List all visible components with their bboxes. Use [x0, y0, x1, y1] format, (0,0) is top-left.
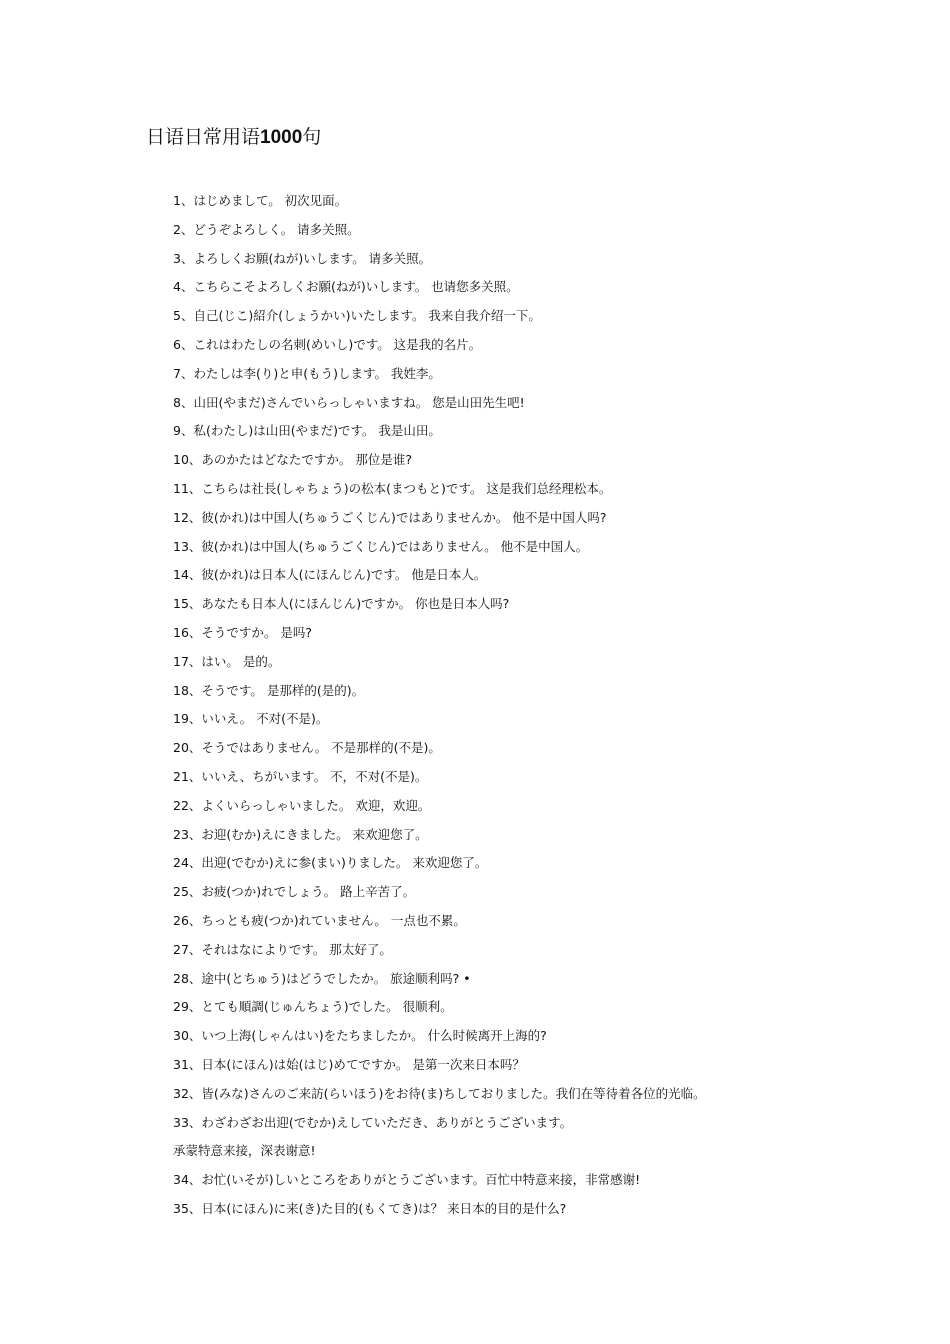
phrase-line-9: 9、私(わたし)は山田(やまだ)です。 我是山田。 [173, 423, 441, 439]
phrase-line-22: 22、よくいらっしゃいました。 欢迎，欢迎。 [173, 797, 431, 813]
phrase-line-4: 4、こちらこそよろしくお願(ねが)いします。 也请您多关照。 [173, 279, 519, 295]
phrase-line-8: 8、山田(やまだ)さんでいらっしゃいますね。 您是山田先生吧! [173, 394, 525, 410]
phrase-line-10: 10、あのかたはどなたですか。 那位是谁? [173, 452, 413, 468]
phrase-line-2: 2、どうぞよろしく。 请多关照。 [173, 221, 360, 237]
phrase-line-27: 27、それはなによりです。 那太好了。 [173, 941, 392, 957]
phrase-line-28: 28、途中(とちゅう)はどうでしたか。 旅途顺利吗? • [173, 970, 471, 986]
phrase-line-23: 23、お迎(むか)えにきました。 来欢迎您了。 [173, 826, 428, 842]
phrase-line-35: 35、日本(にほん)に来(き)た目的(もくてき)は？ 来日本的目的是什么? [173, 1200, 567, 1216]
phrase-line-3: 3、よろしくお願(ねが)いします。 请多关照。 [173, 250, 432, 266]
phrase-line-33-continuation: 承蒙特意来接，深表谢意! [173, 1143, 316, 1159]
phrase-line-20: 20、そうではありません。 不是那样的(不是)。 [173, 740, 441, 756]
document-title [146, 124, 321, 151]
title-suffix: 句 [302, 126, 322, 148]
phrase-line-1: 1、はじめまして。 初次见面。 [173, 193, 348, 208]
phrase-line-15: 15、あなたも日本人(にほんじん)ですか。 你也是日本人吗? [173, 596, 510, 612]
phrase-line-5: 5、自己(じこ)紹介(しょうかい)いたします。 我来自我介绍一下。 [173, 308, 541, 324]
phrase-line-14: 14、彼(かれ)は日本人(にほんじん)です。 他是日本人。 [173, 567, 487, 583]
title-number: 1000 [260, 127, 303, 148]
phrase-line-24: 24、出迎(でむか)えに参(まい)りました。 来欢迎您了。 [173, 855, 488, 871]
phrase-line-12: 12、彼(かれ)は中国人(ちゅうごくじん)ではありませんか。 他不是中国人吗? [173, 509, 607, 525]
phrase-line-26: 26、ちっとも疲(つか)れていません。 一点也不累。 [173, 912, 466, 928]
phrase-line-6: 6、これはわたしの名刺(めいし)です。 这是我的名片。 [173, 336, 482, 352]
phrase-line-34: 34、お忙(いそが)しいところをありがとうございます。百忙中特意来接，非常感谢! [173, 1172, 641, 1188]
phrase-line-18: 18、そうです。 是那样的(是的)。 [173, 682, 365, 698]
phrase-line-33: 33、わざわざお出迎(でむか)えしていただき、ありがとうございます。 [173, 1114, 573, 1130]
phrase-line-30: 30、いつ上海(しゃんはい)をたちましたか。 什么时候离开上海的? [173, 1028, 547, 1044]
phrase-line-19: 19、いいえ。 不对(不是)。 [173, 711, 329, 727]
phrase-line-11: 11、こちらは社長(しゃちょう)の松本(まつもと)です。 这是我们总经理松本。 [173, 480, 612, 496]
phrase-list [173, 187, 893, 1224]
phrase-line-17: 17、はい。 是的。 [173, 653, 281, 669]
phrase-line-29: 29、とても順調(じゅんちょう)でした。 很顺利。 [173, 999, 453, 1015]
phrase-line-13: 13、彼(かれ)は中国人(ちゅうごくじん)ではありません。 他不是中国人。 [173, 538, 589, 554]
phrase-line-31: 31、日本(にほん)は始(はじ)めてですか。 是第一次来日本吗？ [173, 1056, 525, 1072]
phrase-line-16: 16、そうですか。 是吗? [173, 624, 313, 640]
title-prefix: 日语日常用语 [146, 126, 261, 148]
phrase-line-21: 21、いいえ、ちがいます。 不，不对(不是)。 [173, 768, 428, 784]
phrase-line-25: 25、お疲(つか)れでしょう。 路上辛苦了。 [173, 884, 416, 900]
phrase-line-7: 7、わたしは李(り)と申(もう)します。 我姓李。 [173, 365, 441, 381]
phrase-line-32: 32、皆(みな)さんのご来訪(らいほう)をお待(ま)ちしておりました。我们在等待着各位的光临。 [173, 1085, 706, 1101]
